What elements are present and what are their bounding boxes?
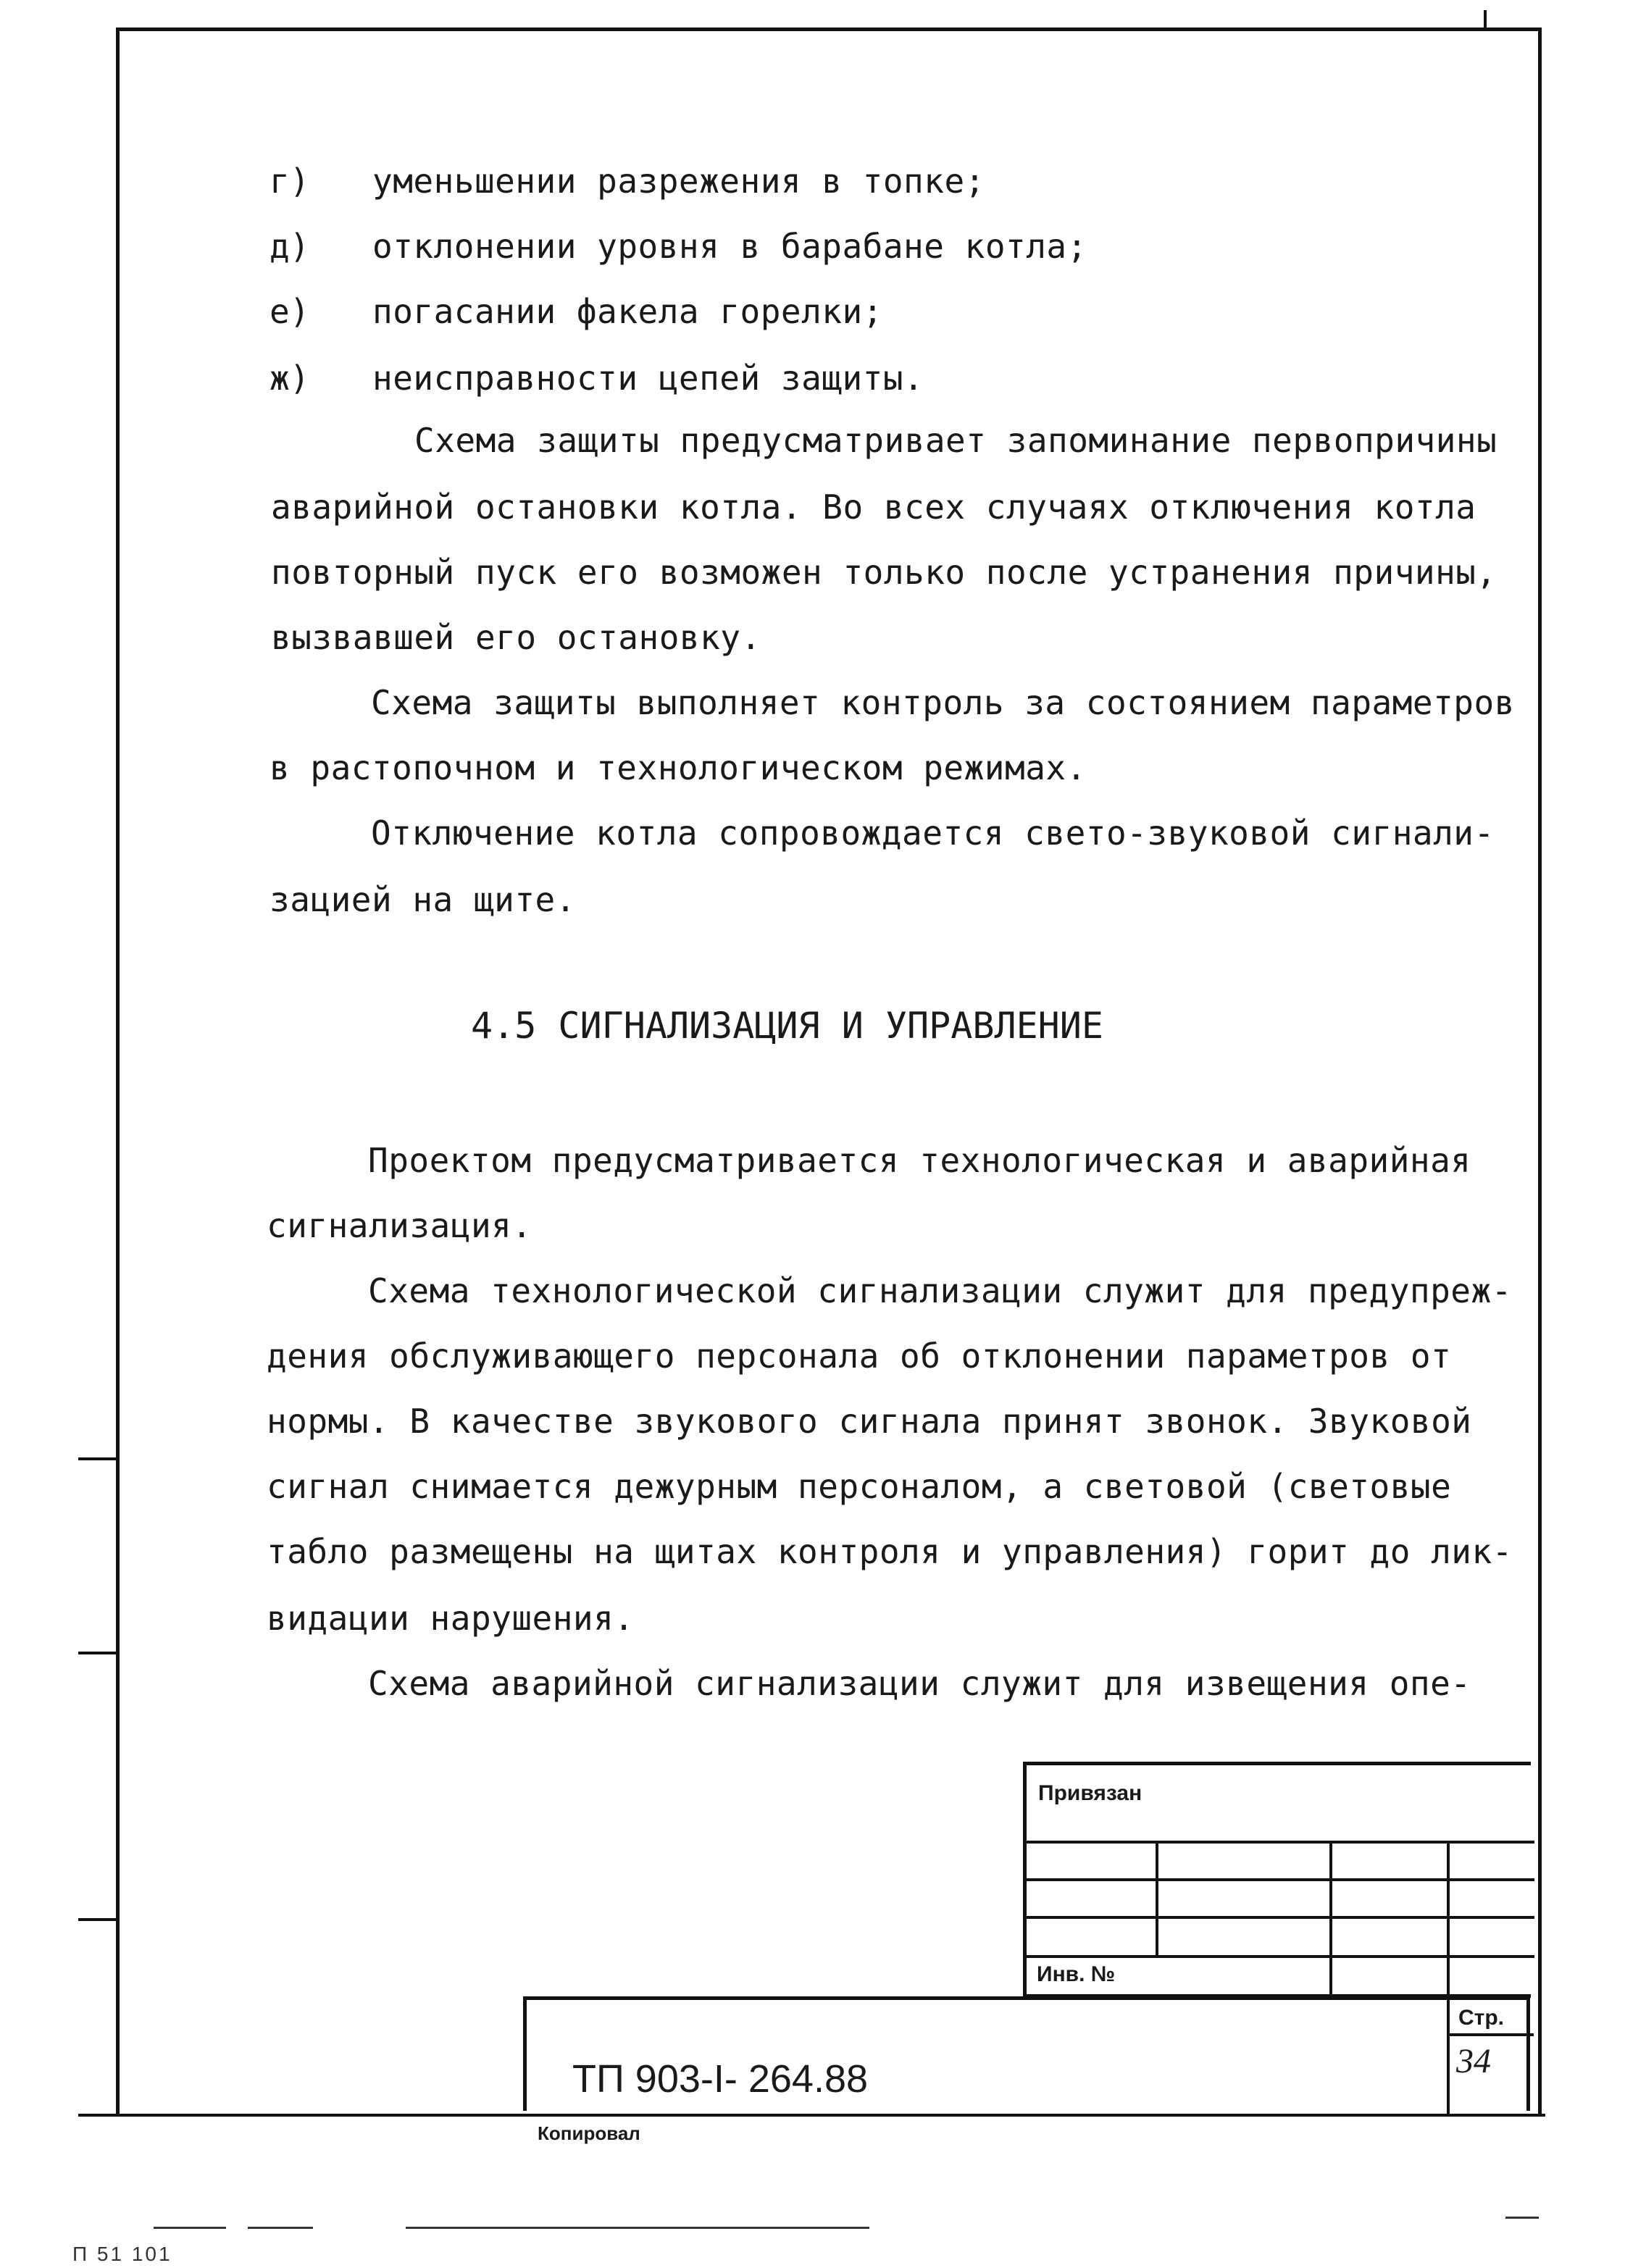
form-code: П 51 101	[72, 2243, 172, 2265]
body-line: Отключение котла сопровождается свето-звуковой сигнали-	[371, 813, 1495, 853]
margin-tick	[78, 1457, 119, 1460]
list-item-marker: г)	[270, 162, 310, 201]
stamp-rule	[1027, 1916, 1534, 1919]
body-line: аварийной остановки котла. Во всех случаях отключения котла	[271, 488, 1476, 527]
body-line: повторный пуск его возможен только после устранения причины,	[271, 553, 1497, 592]
body-line: вызвавшей его остановку.	[271, 618, 761, 657]
margin-tick	[78, 1918, 119, 1921]
body-line: Проектом предусматривается технологическая и аварийная	[368, 1141, 1471, 1180]
footer-rule	[1505, 2217, 1539, 2219]
body-line: в растопочном и технологическом режимах.	[270, 748, 1087, 787]
stamp-divider	[1329, 1841, 1332, 1999]
list-item-marker: ж)	[270, 359, 310, 398]
body-line: сигнализация.	[267, 1206, 532, 1245]
list-item-marker: е)	[270, 292, 310, 331]
binding-stamp	[1023, 1762, 1531, 1998]
page-label: Стр.	[1458, 2006, 1505, 2030]
stamp-privyazan-label: Привязан	[1038, 1781, 1142, 1805]
stamp-inv-no-label: Инв. №	[1037, 1962, 1116, 1986]
body-line: Схема технологической сигнализации служит для предупреж-	[368, 1271, 1512, 1310]
frame-top-tick	[1484, 10, 1487, 30]
stamp-rule	[1027, 1841, 1534, 1844]
list-item-marker: д)	[270, 227, 310, 266]
list-item-text: погасании факела горелки;	[372, 292, 883, 331]
body-line: дения обслуживающего персонала об отклонении параметров от	[267, 1336, 1452, 1376]
body-line: видации нарушения.	[267, 1599, 635, 1638]
page-number: 34	[1456, 2042, 1491, 2080]
section-heading: 4.5 СИГНАЛИЗАЦИЯ И УПРАВЛЕНИЕ	[471, 1005, 1103, 1047]
stamp-divider	[1156, 1841, 1158, 1955]
document-code: ТП 903-I- 264.88	[572, 2057, 869, 2101]
body-line: зацией на щите.	[270, 880, 576, 919]
title-block-rule	[1447, 2033, 1534, 2036]
frame-bottom-line	[78, 2114, 1545, 2117]
body-line: Схема защиты выполняет контроль за состоянием параметров	[371, 683, 1515, 722]
body-line: сигнал снимается дежурным персоналом, а световой (световые	[267, 1467, 1452, 1506]
footer-rule	[406, 2227, 869, 2229]
footer-rule	[248, 2227, 313, 2229]
body-line: Схема аварийной сигнализации служит для извещения опе-	[368, 1664, 1471, 1703]
stamp-rule	[1027, 1878, 1534, 1881]
title-block-divider	[1447, 2000, 1450, 2114]
list-item-text: отклонении уровня в барабане котла;	[372, 227, 1087, 266]
stamp-divider	[1447, 1841, 1450, 1999]
stamp-rule	[1027, 1955, 1534, 1958]
margin-tick	[78, 1652, 119, 1654]
footer-rule	[154, 2227, 226, 2229]
list-item-text: уменьшении разрежения в топке;	[372, 162, 985, 201]
body-line: Схема защиты предусматривает запоминание первопричины	[414, 421, 1497, 460]
body-line: табло размещены на щитах контроля и управления) горит до лик-	[267, 1532, 1513, 1571]
body-line: нормы. В качестве звукового сигнала принят звонок. Звуковой	[267, 1402, 1472, 1441]
copied-label: Копировал	[538, 2122, 640, 2144]
list-item-text: неисправности цепей защиты.	[372, 359, 924, 398]
